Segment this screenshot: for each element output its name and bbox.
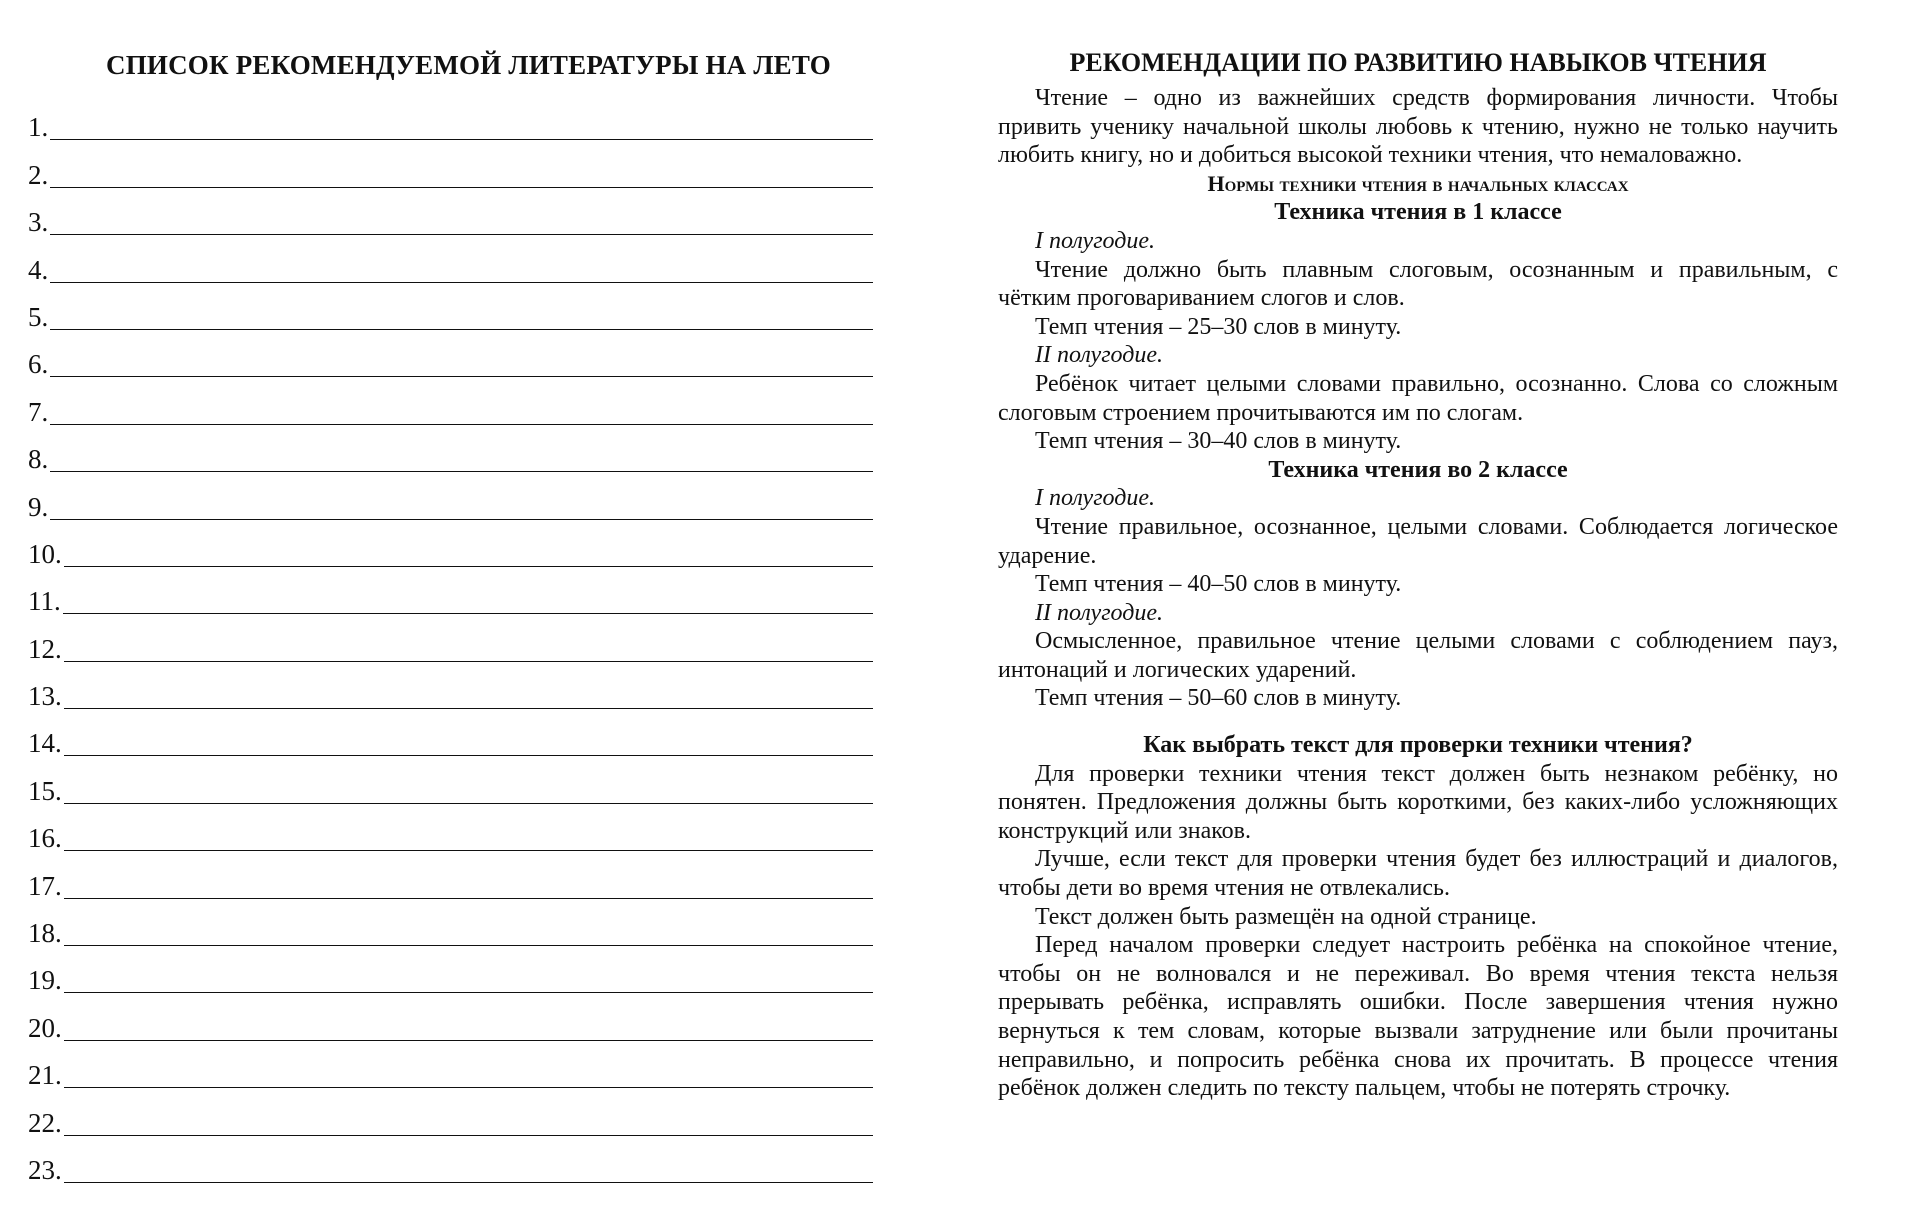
list-item-number: 10. — [28, 538, 62, 569]
list-item — [28, 757, 873, 804]
list-item-number: 22. — [28, 1107, 62, 1138]
write-in-line — [64, 918, 873, 946]
list-item — [28, 521, 873, 568]
grade2-half2-tempo: Темп чтения – 50–60 слов в минуту. — [1035, 685, 1402, 712]
list-item — [28, 141, 873, 188]
write-in-line — [64, 965, 873, 993]
list-item — [28, 900, 873, 947]
list-item — [28, 378, 873, 425]
list-item-number: 9. — [28, 491, 49, 522]
write-in-line — [50, 207, 873, 235]
reading-list — [28, 94, 873, 1184]
grade1-half2-tempo: Темп чтения – 30–40 слов в минуту. — [1035, 428, 1402, 455]
choose-paragraph-3: Текст должен быть размещён на одной странице. — [1035, 903, 1537, 930]
write-in-line — [64, 823, 873, 851]
list-item — [28, 615, 873, 662]
write-in-line — [64, 539, 873, 567]
choose-text-heading: Как выбрать текст для проверки техники чтения? — [1143, 732, 1693, 759]
write-in-line — [64, 728, 873, 756]
grade2-half2-text: Осмысленное, правильное чтение целыми словами с соблюдением пауз, интонаций и логических ударений. — [998, 628, 1838, 683]
write-in-line — [50, 160, 873, 188]
reading-list-title: СПИСОК РЕКОМЕНДУЕМОЙ ЛИТЕРАТУРЫ НА ЛЕТО — [106, 50, 831, 80]
write-in-line — [64, 1060, 873, 1088]
list-item-number: 20. — [28, 1012, 62, 1043]
list-item — [28, 805, 873, 852]
write-in-line — [64, 634, 873, 662]
choose-paragraph-4: Перед началом проверки следует настроить ребёнка на спокойное чтение, чтобы он не волновался и не переживал. Во время чтения текста нельзя прерывать ребёнка, исправлять ошибки. После завершения чтения нужно вернуться к тем словам, которые вызвали затруднение или были прочитаны неправильно, и попросить ребёнка снова их прочитать. В процессе чтения ребёнок должен следить по тексту пальцем, чтобы не потерять строчку. — [998, 932, 1838, 1102]
list-item-number: 16. — [28, 823, 62, 854]
list-item — [28, 189, 873, 236]
list-item — [28, 994, 873, 1041]
write-in-line — [64, 776, 873, 804]
write-in-line — [64, 681, 873, 709]
list-item — [28, 568, 873, 615]
list-item — [28, 331, 873, 378]
list-item — [28, 710, 873, 757]
list-item — [28, 852, 873, 899]
grade2-half2-label: II полугодие. — [1035, 599, 1164, 626]
write-in-line — [50, 444, 873, 472]
write-in-line — [64, 1155, 873, 1183]
list-item-number: 14. — [28, 728, 62, 759]
list-item-number: 6. — [28, 349, 49, 380]
right-page — [998, 0, 1838, 1210]
list-item-number: 4. — [28, 254, 49, 285]
list-item — [28, 1042, 873, 1089]
list-item — [28, 1137, 873, 1184]
grade1-half1-label: I полугодие. — [1035, 227, 1156, 254]
write-in-line — [50, 492, 873, 520]
list-item-number: 11. — [28, 586, 61, 617]
list-item-number: 13. — [28, 681, 62, 712]
list-item-number: 12. — [28, 633, 62, 664]
grade1-half1-tempo: Темп чтения – 25–30 слов в минуту. — [1035, 313, 1402, 340]
list-item-number: 3. — [28, 207, 49, 238]
list-item-number: 8. — [28, 444, 49, 475]
write-in-line — [64, 1013, 873, 1041]
list-item — [28, 284, 873, 331]
intro-paragraph: Чтение – одно из важнейших средств формирования личности. Чтобы привить ученику начальной школы любовь к чтению, нужно не только научить любить книгу, но и добиться высокой техники чтения, что немаловажно. — [998, 85, 1838, 169]
list-item — [28, 473, 873, 520]
write-in-line — [64, 1108, 873, 1136]
list-item-number: 5. — [28, 301, 49, 332]
list-item-number: 15. — [28, 775, 62, 806]
list-item — [28, 94, 873, 141]
list-item-number: 7. — [28, 396, 49, 427]
grade2-half1-text: Чтение правильное, осознанное, целыми словами. Соблюдается логическое ударение. — [998, 513, 1838, 569]
grade1-half1-text: Чтение должно быть плавным слоговым, осознанным и правильным, с чётким проговариванием слогов и слов. — [998, 256, 1838, 312]
list-item — [28, 1089, 873, 1136]
list-item-number: 18. — [28, 918, 62, 949]
list-item — [28, 947, 873, 994]
grade2-half1-label: I полугодие. — [1035, 485, 1156, 512]
section-gap — [998, 713, 1838, 731]
write-in-line — [64, 871, 873, 899]
recommendations-content — [998, 84, 1838, 1103]
list-item — [28, 426, 873, 473]
list-item-number: 1. — [28, 112, 49, 143]
list-item-number: 19. — [28, 965, 62, 996]
write-in-line — [50, 397, 873, 425]
list-item-number: 2. — [28, 159, 49, 190]
list-item-number: 23. — [28, 1154, 62, 1185]
list-item-number: 21. — [28, 1060, 62, 1091]
grade2-half1-tempo: Темп чтения – 40–50 слов в минуту. — [1035, 571, 1402, 598]
grade2-heading: Техника чтения во 2 классе — [1268, 456, 1568, 483]
grade1-half2-text: Ребёнок читает целыми словами правильно, осознанно. Слова со сложным слоговым строением прочитываются им по слогам. — [998, 370, 1838, 426]
left-page — [28, 0, 873, 1210]
list-item-number: 17. — [28, 870, 62, 901]
write-in-line — [63, 586, 873, 614]
choose-paragraph-2: Лучше, если текст для проверки чтения будет без иллюстраций и диалогов, чтобы дети во время чтения не отвлекались. — [998, 846, 1838, 902]
write-in-line — [50, 302, 873, 330]
grade1-half2-label: II полугодие. — [1035, 342, 1164, 369]
recommendations-title: РЕКОМЕНДАЦИИ ПО РАЗВИТИЮ НАВЫКОВ ЧТЕНИЯ — [1069, 48, 1767, 77]
grade1-heading: Техника чтения в 1 классе — [1274, 199, 1562, 226]
write-in-line — [50, 349, 873, 377]
write-in-line — [50, 112, 873, 140]
norms-heading: Нормы техники чтения в начальных классах — [1207, 170, 1629, 196]
list-item — [28, 236, 873, 283]
choose-paragraph-1: Для проверки техники чтения текст должен быть незнаком ребёнку, но понятен. Предложения должны быть короткими, без каких-либо усложняющих конструкций или знаков. — [998, 760, 1838, 844]
list-item — [28, 663, 873, 710]
write-in-line — [50, 255, 873, 283]
